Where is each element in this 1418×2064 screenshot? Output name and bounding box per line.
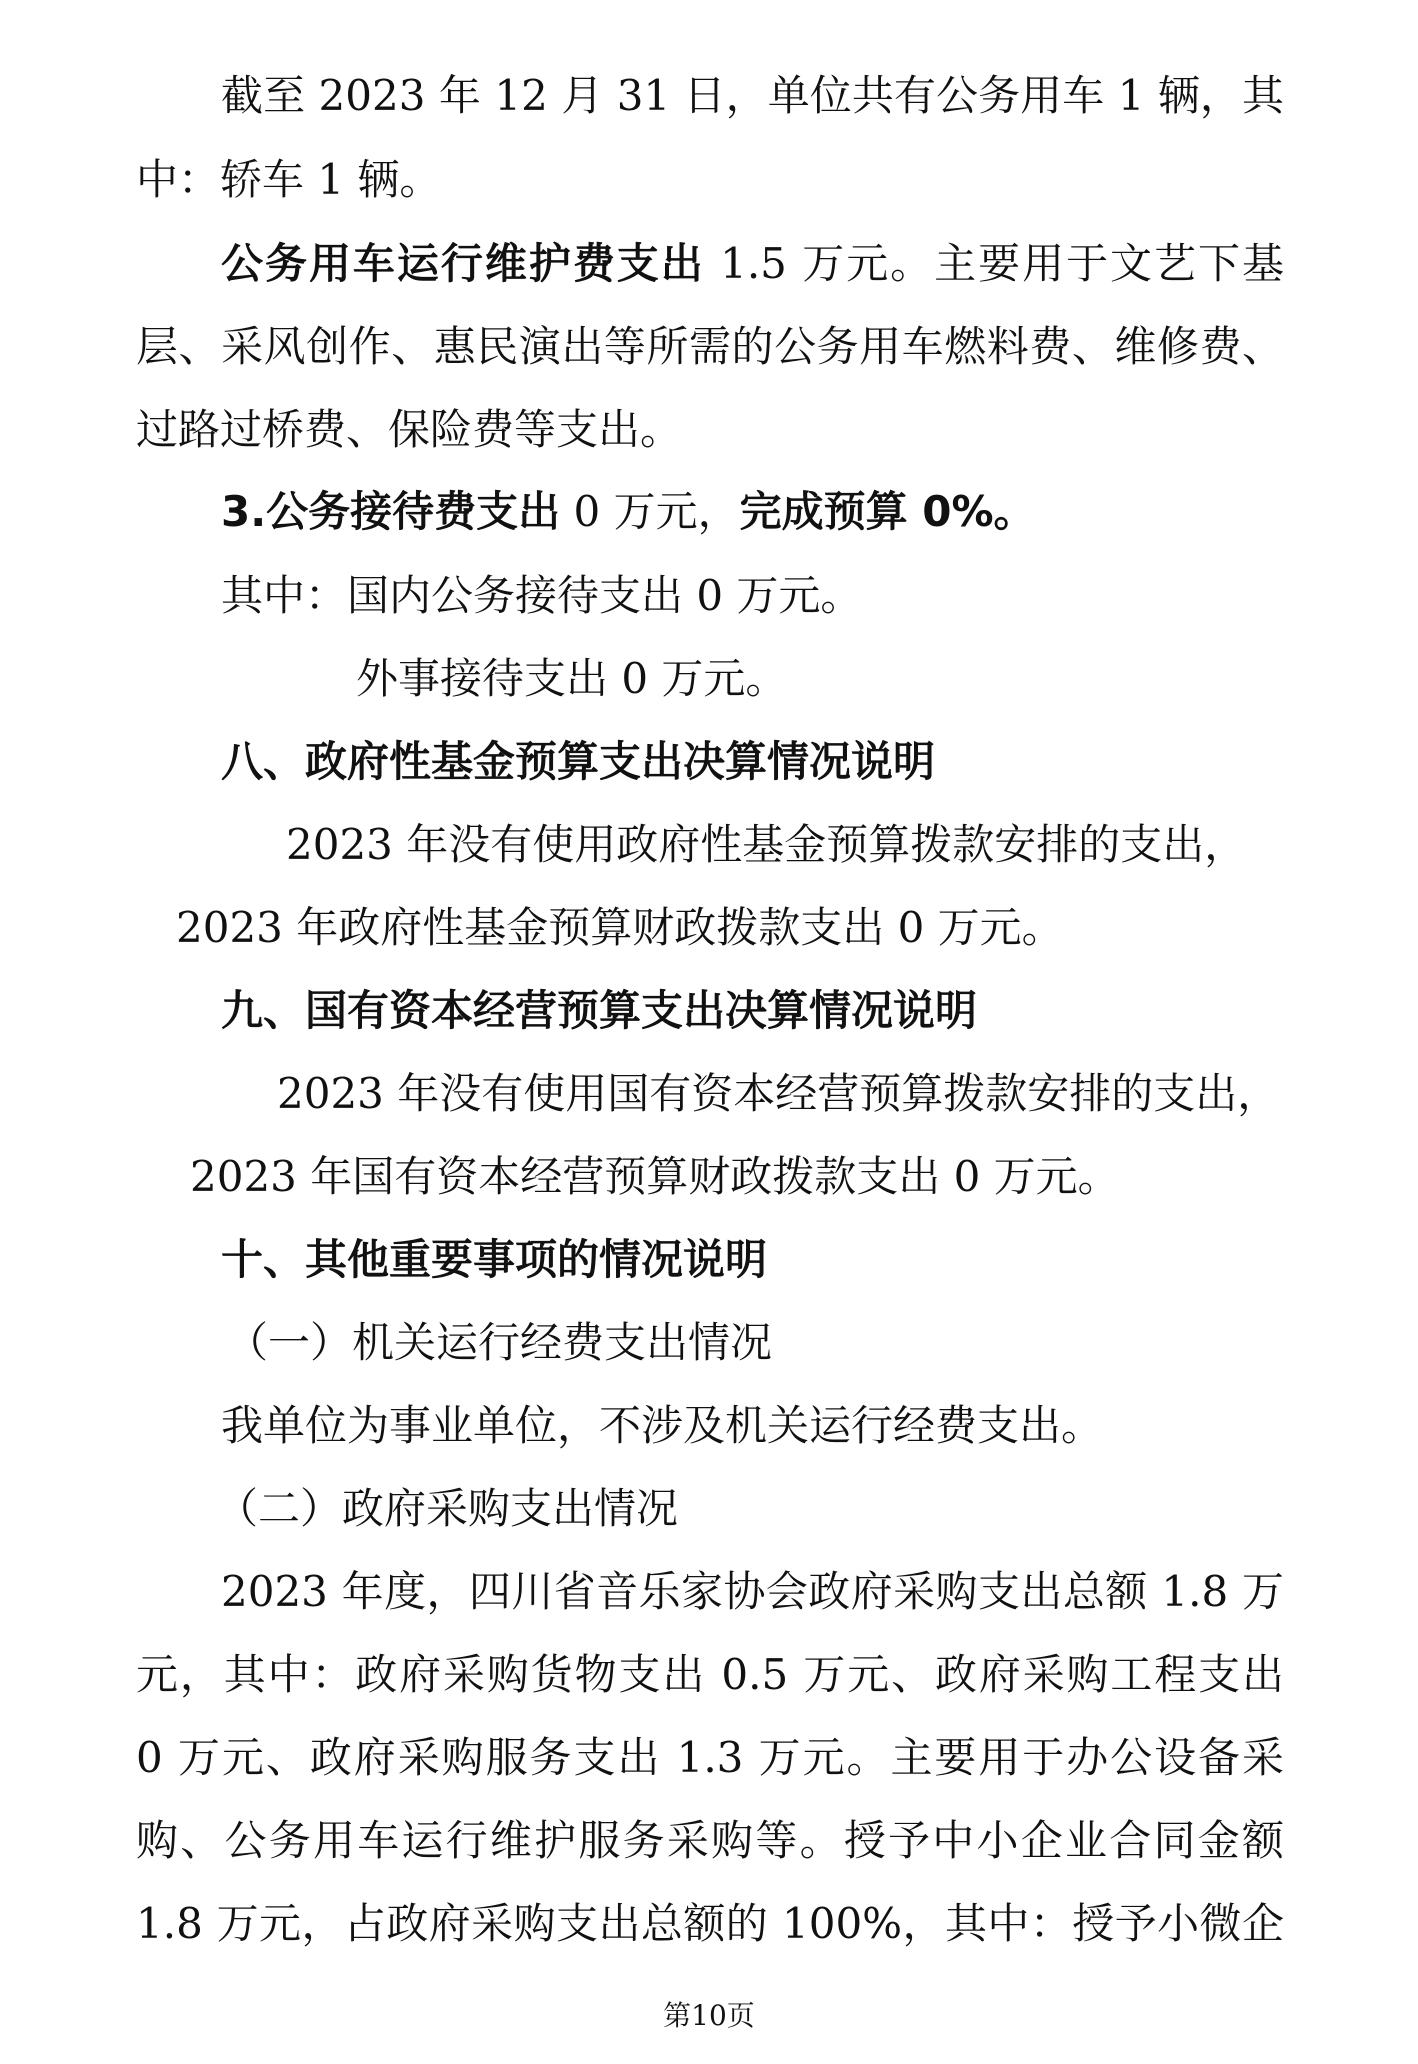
paragraph-line: 中：轿车 1 辆。 xyxy=(136,155,442,204)
paragraph-line xyxy=(221,470,1418,554)
bold-phrase: 3.公务接待费支出 xyxy=(221,487,561,536)
page-number: 第10页 xyxy=(663,1999,755,2032)
bold-phrase: 公务用车运行维护费支出 xyxy=(221,239,705,288)
paragraph-line: 2023 年没有使用政府性基金预算拨款安排的支出， xyxy=(286,820,1247,869)
text-phrase: 0 万元， xyxy=(560,487,740,536)
text-phrase: 1.5 万元。主要用于文艺下基 xyxy=(704,239,1284,288)
paragraph-line: 我单位为事业单位，不涉及机关运行经费支出。 xyxy=(221,1401,1104,1450)
paragraph-line: 0 万元、政府采购服务支出 1.3 万元。主要用于办公设备采 xyxy=(136,1733,1284,1782)
paragraph-line: 2023 年国有资本经营预算财政拨款支出 0 万元。 xyxy=(190,1152,1120,1201)
section-heading: 九、国有资本经营预算支出决算情况说明 xyxy=(221,986,978,1035)
paragraph-line: 2023 年政府性基金预算财政拨款支出 0 万元。 xyxy=(176,903,1064,952)
subsection-heading: （二）政府采购支出情况 xyxy=(216,1484,679,1533)
paragraph-line: 2023 年度，四川省音乐家协会政府采购支出总额 1.8 万 xyxy=(221,1567,1284,1616)
subsection-heading: （一）机关运行经费支出情况 xyxy=(226,1318,773,1367)
paragraph-line: 外事接待支出 0 万元。 xyxy=(356,654,788,703)
paragraph-line: 购、公务用车运行维护服务采购等。授予中小企业合同金额 xyxy=(136,1816,1284,1865)
paragraph-line: 元，其中：政府采购货物支出 0.5 万元、政府采购工程支出 xyxy=(136,1650,1284,1699)
paragraph-line xyxy=(221,222,1284,306)
paragraph-line: 层、采风创作、惠民演出等所需的公务用车燃料费、维修费、 xyxy=(136,322,1284,371)
bold-phrase: 完成预算 0%。 xyxy=(739,487,1036,536)
paragraph-line: 2023 年没有使用国有资本经营预算拨款安排的支出， xyxy=(277,1069,1280,1118)
section-heading: 十、其他重要事项的情况说明 xyxy=(221,1235,768,1284)
paragraph-line: 其中：国内公务接待支出 0 万元。 xyxy=(221,571,863,620)
section-heading: 八、政府性基金预算支出决算情况说明 xyxy=(221,737,936,786)
paragraph-line: 截至 2023 年 12 月 31 日，单位共有公务用车 1 辆，其 xyxy=(221,71,1284,120)
paragraph-line: 1.8 万元，占政府采购支出总额的 100%，其中：授予小微企 xyxy=(136,1899,1284,1948)
paragraph-line: 过路过桥费、保险费等支出。 xyxy=(136,405,683,454)
